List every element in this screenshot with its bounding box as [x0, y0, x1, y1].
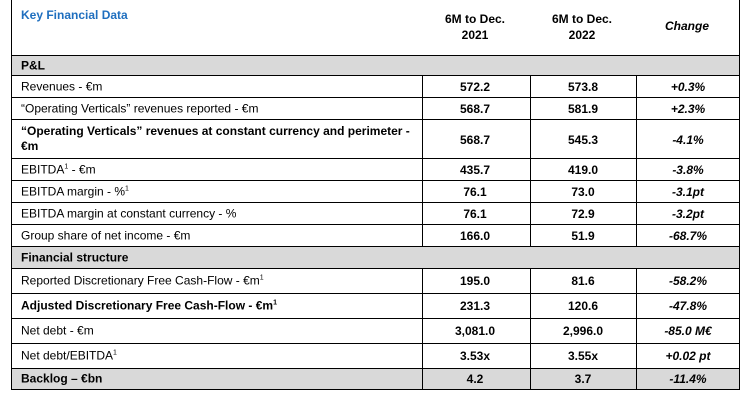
- value-2022: 120.6: [567, 299, 599, 313]
- table-title: Key Financial Data: [21, 8, 128, 22]
- row-label: EBITDA$^1$ - €m: [21, 162, 96, 176]
- row-label: “Operating Verticals” revenues at constant currency and perimeter - €m: [21, 124, 410, 153]
- table-row: [11, 158, 740, 180]
- row-label: EBITDA margin at constant currency - %: [21, 206, 237, 220]
- value-change: +2.3%: [670, 101, 706, 116]
- column-header-2021-line1: 6M to Dec.: [444, 12, 505, 26]
- value-2022: 419.0: [567, 162, 599, 177]
- value-change: -3.8%: [672, 162, 704, 177]
- value-2022: 3.7: [574, 372, 592, 386]
- value-2021: 3.53x: [459, 349, 491, 363]
- row-label: Backlog – €bn: [21, 371, 103, 386]
- value-2021: 195.0: [459, 274, 491, 288]
- value-2022: 81.6: [571, 274, 595, 288]
- row-label: EBITDA margin - %$^1$: [21, 184, 129, 198]
- value-2022: 545.3: [567, 133, 599, 147]
- row-label: Adjusted Discretionary Free Cash-Flow - $€m^1$: [21, 298, 277, 313]
- value-change: -58.2%: [668, 274, 708, 288]
- value-change: -4.1%: [672, 133, 704, 147]
- row-label: Net debt/EBITDA$^1$: [21, 348, 117, 363]
- value-2021: 572.2: [459, 79, 491, 94]
- value-2021: 568.7: [459, 133, 491, 147]
- table-row: [11, 75, 740, 97]
- value-2021: 4.2: [466, 372, 484, 386]
- table-row: [11, 119, 740, 158]
- section-header-financial-structure: [11, 246, 740, 268]
- table-row: [11, 180, 740, 202]
- table-row: [11, 97, 740, 119]
- table-header: [11, 0, 740, 55]
- column-header-2021-line2: 2021: [461, 28, 489, 42]
- table-row: [11, 268, 740, 293]
- value-2021: 231.3: [459, 299, 491, 313]
- value-change: -85.0 M€: [664, 324, 712, 338]
- value-2021: 3,081.0: [454, 324, 496, 338]
- value-change: -11.4%: [669, 372, 707, 386]
- table-row: [11, 293, 740, 318]
- value-change: -47.8%: [668, 299, 708, 313]
- table-row: [11, 343, 740, 368]
- value-change: +0.02 pt: [665, 349, 711, 363]
- row-label: Group share of net income - €m: [21, 228, 191, 242]
- table-row: [11, 318, 740, 343]
- value-2022: 3.55x: [567, 349, 599, 363]
- backlog-row: [11, 368, 740, 390]
- value-2021: 166.0: [459, 228, 491, 243]
- value-change: -3.2pt: [671, 206, 704, 221]
- column-header-2022-line1: 6M to Dec.: [551, 12, 612, 26]
- value-2021: 76.1: [463, 184, 487, 199]
- value-change: -68.7%: [668, 228, 708, 243]
- row-label: Revenues - €m: [21, 79, 103, 93]
- row-label: Net debt - €m: [21, 323, 94, 338]
- table-row: [11, 202, 740, 224]
- column-header-2022-line2: 2022: [568, 28, 596, 42]
- section-title: P&L: [21, 58, 45, 72]
- value-change: +0.3%: [670, 79, 706, 94]
- value-2021: 435.7: [459, 162, 491, 177]
- column-header-change: Change: [664, 19, 709, 33]
- value-2022: 573.8: [567, 79, 599, 94]
- value-2022: 51.9: [571, 228, 595, 243]
- value-change: -3.1pt: [671, 184, 704, 199]
- value-2022: 581.9: [567, 101, 599, 116]
- value-2021: 568.7: [459, 101, 491, 116]
- value-2022: 72.9: [571, 206, 595, 221]
- column-header-2022: [532, 11, 632, 43]
- value-2021: 76.1: [463, 206, 487, 221]
- value-2022: 73.0: [571, 184, 595, 199]
- row-label: Reported Discretionary Free Cash-Flow - $€m^1$: [21, 273, 264, 288]
- section-header-pl: [11, 55, 740, 75]
- column-header-2021: [425, 11, 525, 43]
- row-label: “Operating Verticals” revenues reported - €m: [21, 101, 259, 115]
- section-title: Financial structure: [21, 250, 129, 264]
- value-2022: 2,996.0: [562, 324, 604, 338]
- key-financial-data-table: [11, 0, 740, 390]
- table-row: [11, 224, 740, 246]
